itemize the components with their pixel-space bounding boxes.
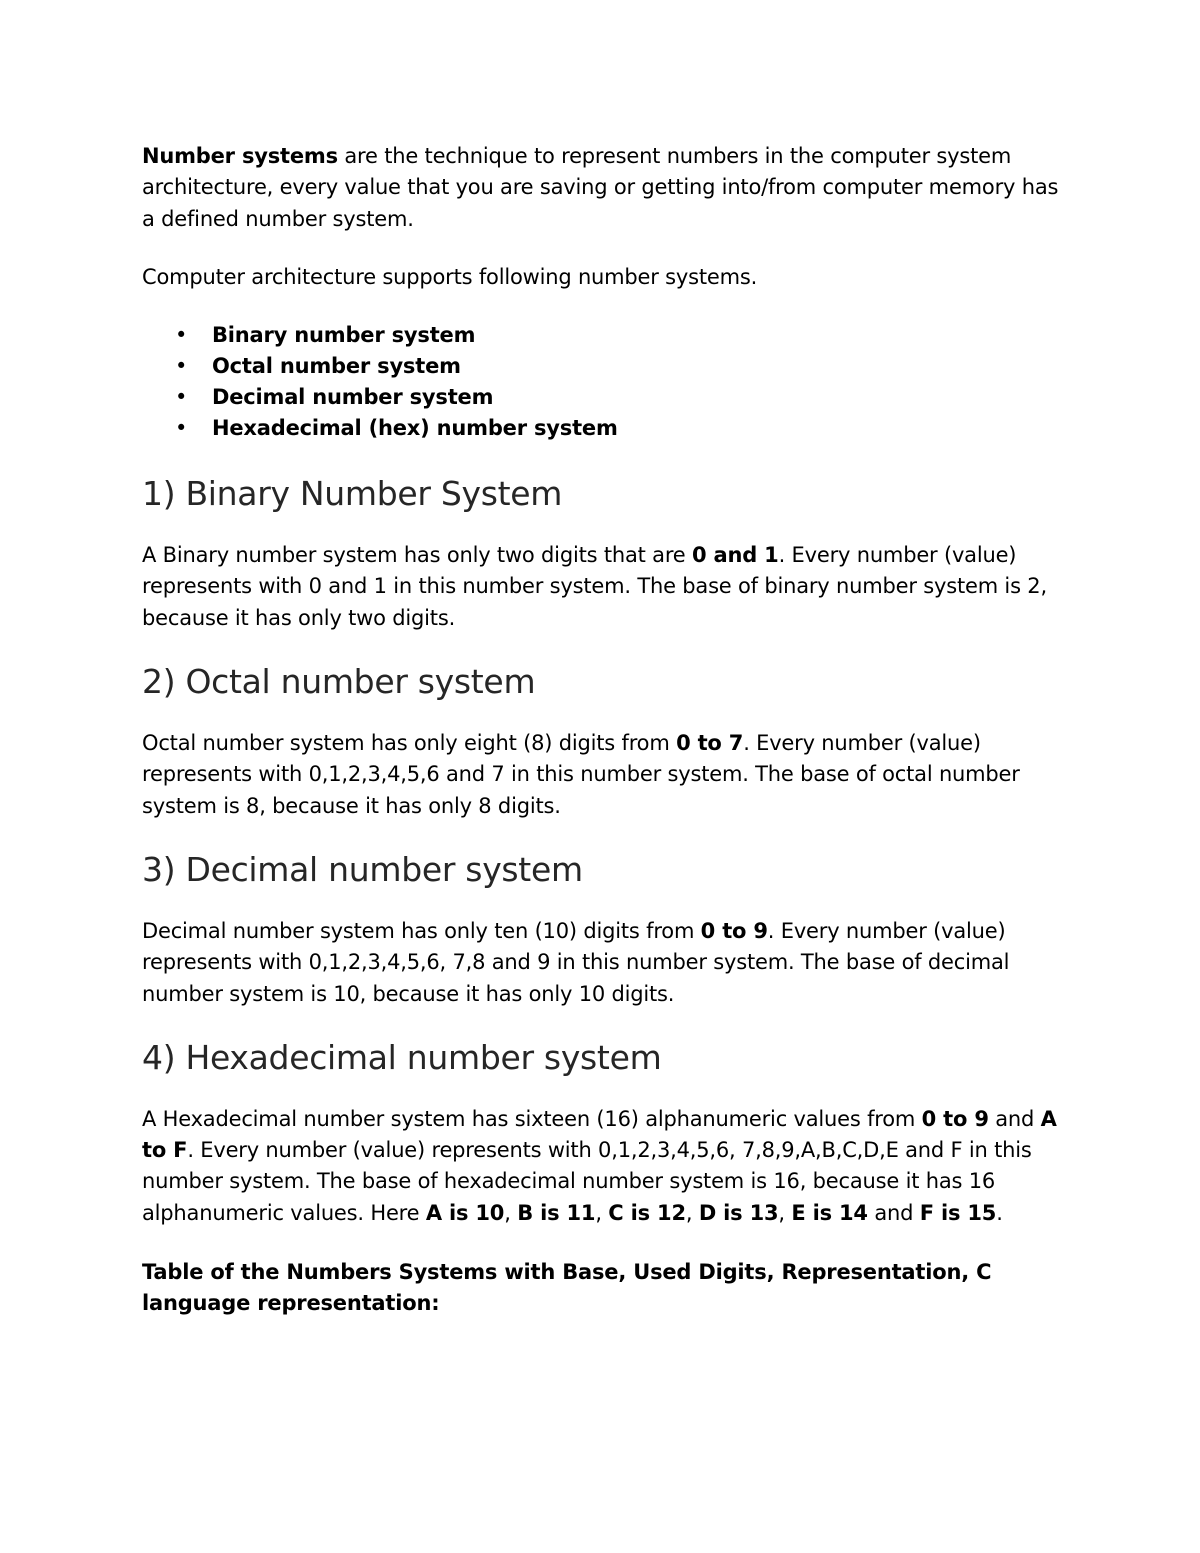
number-systems-list <box>142 320 1062 444</box>
hex-text-3: . Every number (value) represents with 0,1,2,3,4,5,6, 7,8,9,A,B,C,D,E and F in this number system. The base of hexadecimal number system is 16, because it has 16 alphanumeric values. Here <box>142 1138 1032 1225</box>
hex-end: . <box>996 1200 1003 1225</box>
list-item <box>142 320 1062 351</box>
document-page <box>142 141 1062 1320</box>
hex-c-value: C is 12 <box>608 1200 686 1225</box>
hex-text-1: A Hexadecimal number system has sixteen (16) alphanumeric values from <box>142 1106 922 1131</box>
table-heading: Table of the Numbers Systems with Base, Used Digits, Representation, C language representation: <box>142 1260 992 1316</box>
hex-heading: 4) Hexadecimal number system <box>142 1037 662 1077</box>
hex-text-2: and <box>988 1106 1041 1131</box>
list-item-label: Decimal number system <box>212 385 494 410</box>
octal-text-1: Octal number system has only eight (8) digits from <box>142 731 677 756</box>
intro-paragraph <box>142 141 1062 235</box>
hex-b-value: B is 11 <box>517 1200 596 1225</box>
hex-sep: , <box>595 1200 609 1225</box>
hex-e-value: E is 14 <box>791 1200 868 1225</box>
bullet-icon: • <box>175 323 188 348</box>
binary-text-1: A Binary number system has only two digits that are <box>142 543 692 568</box>
intro-text: are the technique to represent numbers in the computer system architecture, every value that you are saving or getting into/from computer memory has a defined number system. <box>142 144 1059 231</box>
hex-sep: , <box>504 1200 518 1225</box>
list-item <box>142 382 1062 413</box>
decimal-digits: 0 to 9 <box>700 918 768 943</box>
octal-digits: 0 to 7 <box>676 731 744 756</box>
hex-sep: , <box>778 1200 792 1225</box>
binary-paragraph <box>142 540 1062 634</box>
octal-heading: 2) Octal number system <box>142 662 536 702</box>
hex-f-value: F is 15 <box>919 1200 997 1225</box>
intro-term: Number systems <box>142 144 338 168</box>
list-item <box>142 351 1062 382</box>
hex-digits: 0 to 9 <box>921 1106 989 1131</box>
hex-sep: and <box>867 1200 920 1225</box>
support-line: Computer architecture supports following number systems. <box>142 264 758 289</box>
octal-paragraph <box>142 728 1062 822</box>
hex-a-value: A is 10 <box>425 1200 505 1225</box>
list-item <box>142 413 1062 444</box>
decimal-paragraph <box>142 916 1062 1010</box>
hex-sep: , <box>685 1200 699 1225</box>
binary-heading: 1) Binary Number System <box>142 474 563 514</box>
hex-letters: A to F <box>142 1106 1057 1163</box>
binary-digits: 0 and 1 <box>692 543 779 568</box>
bullet-icon: • <box>175 385 188 410</box>
octal-text-2: . Every number (value) represents with 0,1,2,3,4,5,6 and 7 in this number system. The base of octal number system is 8, because it has only 8 digits. <box>142 731 1020 818</box>
hex-d-value: D is 13 <box>698 1200 779 1225</box>
binary-text-2: . Every number (value) represents with 0 and 1 in this number system. The base of binary number system is 2, because it has only two digits. <box>142 543 1047 630</box>
bullet-icon: • <box>175 416 188 441</box>
bullet-icon: • <box>175 354 188 379</box>
list-item-label: Binary number system <box>212 323 476 348</box>
decimal-heading: 3) Decimal number system <box>142 849 583 889</box>
decimal-text-1: Decimal number system has only ten (10) digits from <box>142 918 701 943</box>
list-item-label: Octal number system <box>212 354 461 379</box>
list-item-label: Hexadecimal (hex) number system <box>212 416 618 441</box>
hex-paragraph <box>142 1104 1062 1229</box>
decimal-text-2: . Every number (value) represents with 0,1,2,3,4,5,6, 7,8 and 9 in this number system. The base of decimal number system is 10, because it has only 10 digits. <box>142 918 1010 1006</box>
